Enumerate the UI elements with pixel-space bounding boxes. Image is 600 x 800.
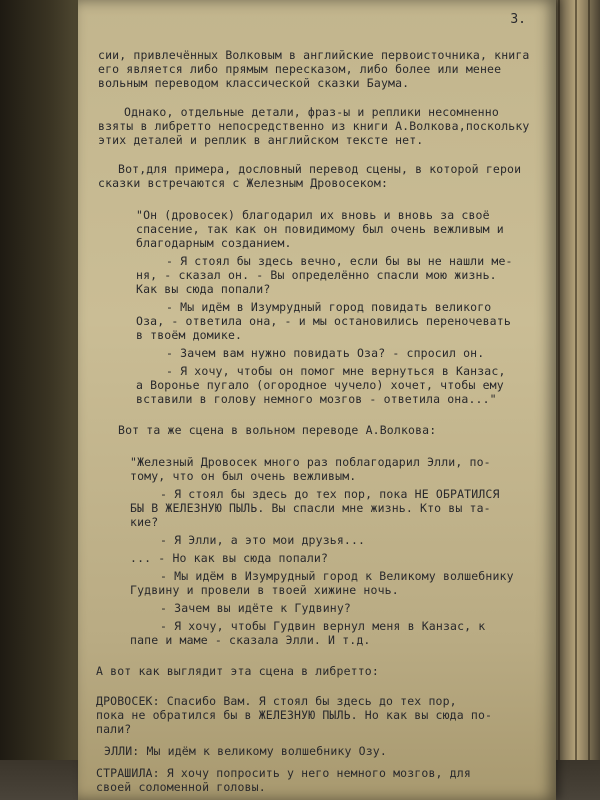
text-line: "Он (дровосек) благодарил их вновь и вновь за своё (136, 208, 490, 222)
text-line: Вот та же сцена в вольном переводе А.Волкова: (118, 423, 437, 437)
text-line: этих деталей и реплик в английском тексте нет. (98, 133, 424, 147)
text-line: спасение, так как он повидимому был очень вежливым и (136, 222, 504, 236)
text-line: - Я хочу, чтобы Гудвин вернул меня в Канзас, к (160, 619, 486, 633)
text-line: БЫ В ЖЕЛЕЗНУЮ ПЫЛЬ. Вы спасли мне жизнь. Кто вы та- (130, 501, 491, 515)
text-line: сии, привлечённых Волковым в английские первоисточника, книга (98, 48, 530, 62)
text-line: "Железный Дровосек много раз поблагодарил Элли, по- (130, 455, 491, 469)
page-number: 3. (510, 12, 526, 27)
text-line: СТРАШИЛА: Я хочу попросить у него немного мозгов, для (96, 766, 471, 780)
text-line: ... - Но как вы сюда попали? (130, 551, 329, 565)
text-line: вольным переводом классической сказки Баума. (98, 76, 410, 90)
text-line: - Я Элли, а это мои друзья... (160, 533, 366, 547)
text-line: Оза, - ответила она, - и мы остановились переночевать (136, 314, 511, 328)
text-line: взяты в либретто непосредственно из книги А.Волкова,поскольку (98, 119, 530, 133)
text-line: - Мы идём в Изумрудный город повидать великого (166, 300, 492, 314)
text-line: Вот,для примера, дословный перевод сцены, в которой герои (118, 162, 522, 176)
typewritten-page (78, 0, 556, 800)
text-line: а Воронье пугало (огородное чучело) хочет, чтобы ему (136, 378, 504, 392)
text-line: - Зачем вам нужно повидать Оза? - спросил он. (166, 346, 485, 360)
text-line: кие? (130, 515, 159, 529)
text-line: вставили в голову немного мозгов - ответила она..." (136, 392, 497, 406)
text-line: - Мы идём в Изумрудный город к Великому волшебнику (160, 569, 514, 583)
text-line: в твоём домике. (136, 328, 243, 342)
text-line: Гудвину и провели в твоей хижине ночь. (130, 583, 399, 597)
text-line: ЭЛЛИ: Мы идём к великому волшебнику Озу. (104, 744, 387, 758)
text-line: - Я стоял бы здесь до тех пор, пока НЕ ОБРАТИЛСЯ (160, 487, 500, 501)
text-line: ня, - сказал он. - Вы определённо спасли мою жизнь. (136, 268, 497, 282)
text-line: - Зачем вы идёте к Гудвину? (160, 601, 351, 615)
text-line: своей соломенной головы. (96, 780, 266, 794)
text-line: - Я хочу, чтобы он помог мне вернуться в Канзас, (166, 364, 506, 378)
text-line: папе и маме - сказала Элли. И т.д. (130, 633, 371, 647)
text-line: его является либо прямым пересказом, либо более или менее (98, 62, 502, 76)
text-line: тому, что он был очень вежливым. (130, 469, 357, 483)
text-line: А вот как выглядит эта сцена в либретто: (96, 664, 379, 678)
text-line: пока не обратился бы в ЖЕЛЕЗНУЮ ПЫЛЬ. Но как вы сюда по- (96, 708, 493, 722)
text-line: сказки встречаются с Железным Дровосеком: (98, 176, 389, 190)
text-line: Как вы сюда попали? (136, 282, 271, 296)
text-line: пали? (96, 722, 132, 736)
text-line: ДРОВОСЕК: Спасибо Вам. Я стоял бы здесь до тех пор, (96, 694, 457, 708)
text-line: - Я стоял бы здесь вечно, если бы вы не нашли ме- (166, 254, 513, 268)
text-line: благодарным созданием. (136, 236, 292, 250)
text-line: Однако, отдельные детали, фраз-ы и реплики несомненно (124, 105, 499, 119)
